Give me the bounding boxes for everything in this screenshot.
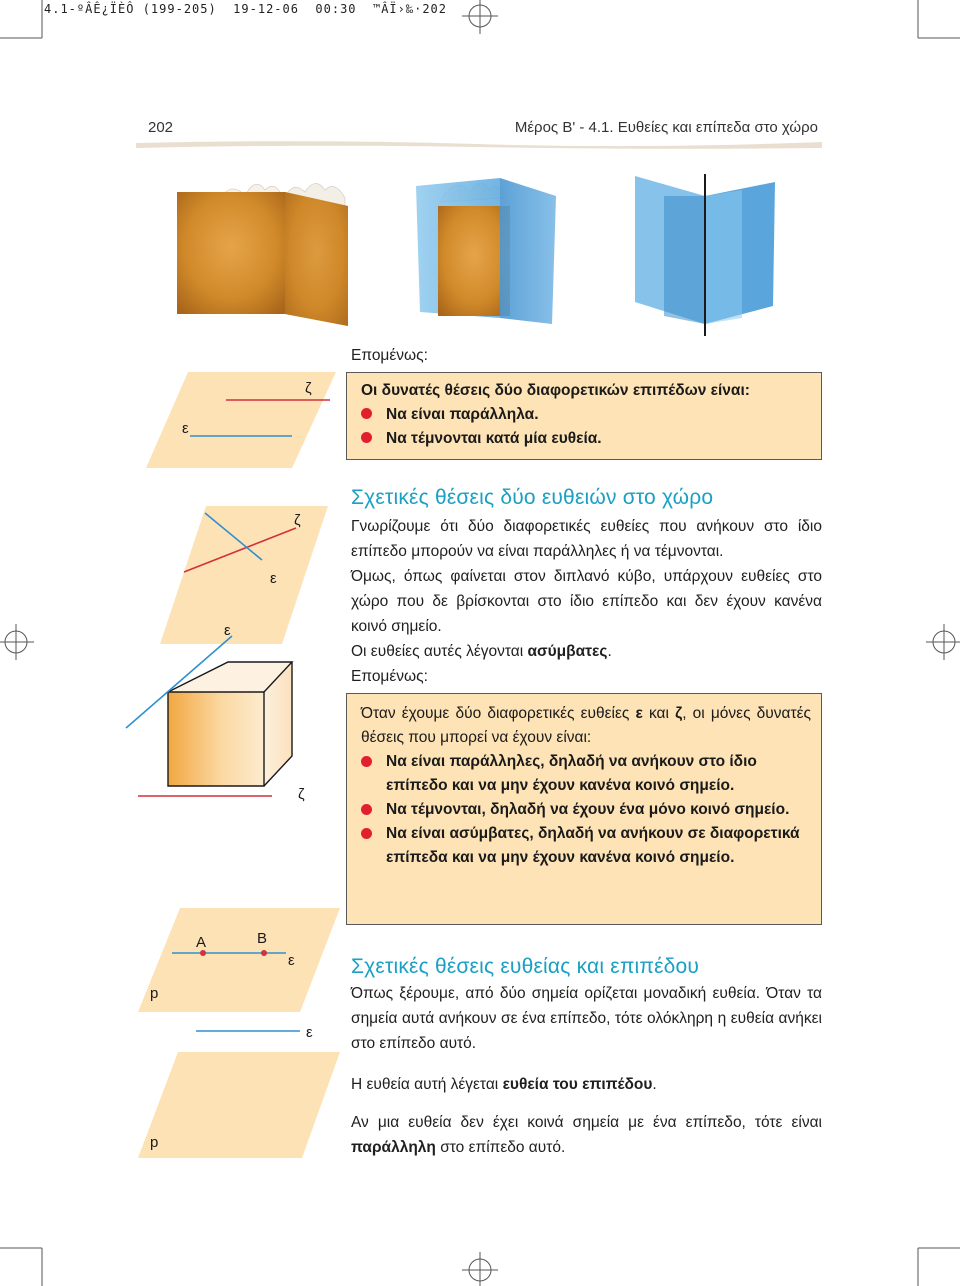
fig1-label-e: ε [182, 420, 189, 437]
print-slug: 4.1-ºÂÊ¿ÏÈÔ (199-205) 19-12-06 00:30 ™ÂÏ›‰·202 [44, 2, 448, 16]
line-plane-p1: Όπως ξέρουμε, από δύο σημεία ορίζεται μοναδική ευθεία. Όταν τα σημεία αυτά ανήκουν σε ένα επίπεδο, τότε ολόκληρη η ευθεία ανήκει στο επίπεδο αυτό. [351, 985, 822, 1052]
lines-p2: Όμως, όπως φαίνεται στον διπλανό κύβο, υπάρχουν ευθείες στο χώρο που δε βρίσκονται στο ίδιο επίπεδο και δεν έχουν κανένα κοινό σημείο. [351, 568, 822, 635]
lines-section-title: Σχετικές θέσεις δύο ευθειών στο χώρο [351, 486, 714, 509]
fig4-label-e: ε [288, 952, 295, 969]
fig1-label-z: ζ [305, 380, 312, 397]
line-plane-p3: Αν μια ευθεία δεν έχει κοινά σημεία με ένα επίπεδο, τότε είναι παράλληλη στο επίπεδο αυτό. [351, 1114, 822, 1156]
lines-positions-box [346, 693, 822, 925]
line-plane-p2: Η ευθεία αυτή λέγεται ευθεία του επιπέδου. [351, 1076, 657, 1093]
fig5-label-p: p [150, 1134, 159, 1151]
fig3-label-z: ζ [298, 786, 305, 803]
lines-p3: Οι ευθείες αυτές λέγονται ασύμβατες. [351, 643, 612, 660]
fig2-label-e: ε [270, 570, 277, 587]
fig4-label-B: Β [257, 930, 268, 947]
fig4-label-p: p [150, 985, 159, 1002]
bullet-icon [361, 756, 372, 767]
lines-item-skew: Να είναι ασύμβατες, δηλαδή να ανήκουν σε διαφορετικά επίπεδα και να μην έχουν κανένα κοινό σημείο. [361, 822, 811, 870]
fig2-label-e-plane: ε [224, 622, 231, 639]
bullet-icon [361, 432, 372, 443]
lines-intro: Επομένως: [351, 668, 428, 685]
planes-item-parallel: Να είναι παράλληλα. [361, 403, 750, 427]
lines-item-parallel: Να είναι παράλληλες, δηλαδή να ανήκουν στο ίδιο επίπεδο και να μην έχουν κανένα κοινό σημείο. [361, 750, 811, 798]
bullet-icon [361, 828, 372, 839]
lines-item-intersect: Να τέμνονται, δηλαδή να έχουν ένα μόνο κοινό σημείο. [361, 798, 811, 822]
bullet-icon [361, 804, 372, 815]
planes-positions-box [346, 372, 822, 460]
lines-p1: Γνωρίζουμε ότι δύο διαφορετικές ευθείες που ανήκουν στο ίδιο επίπεδο μπορούν να είναι παράλληλες ή να τέμνονται. [351, 518, 822, 560]
bullet-icon [361, 408, 372, 419]
line-plane-section-title: Σχετικές θέσεις ευθείας και επιπέδου [351, 955, 700, 978]
fig2-label-z: ζ [294, 512, 301, 529]
lines-section-body [351, 514, 822, 664]
fig4-label-A: Α [196, 934, 207, 951]
planes-intro: Επομένως: [351, 347, 428, 364]
fig5-label-e: ε [306, 1024, 313, 1041]
planes-box-title: Οι δυνατές θέσεις δύο διαφορετικών επιπέδων είναι: [361, 382, 750, 399]
lines-box-intro: Όταν έχουμε δύο διαφορετικές ευθείες ε και ζ, οι μόνες δυνατές θέσεις που μπορεί να έχουν είναι: [361, 705, 812, 746]
planes-item-intersect: Να τέμνονται κατά μία ευθεία. [361, 427, 750, 451]
running-title: Μέρος Β' - 4.1. Ευθείες και επίπεδα στο χώρο [514, 119, 818, 136]
page-number: 202 [148, 119, 174, 136]
